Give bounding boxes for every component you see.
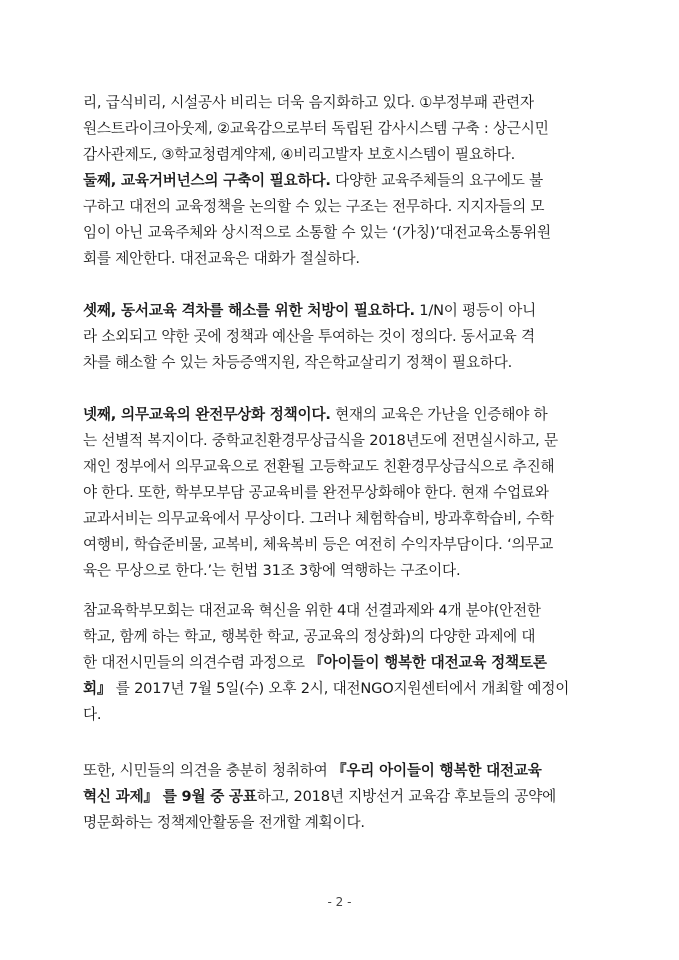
- text-line: 라 소외되고 약한 곳에 정책과 예산을 투여하는 것이 정의다. 동서교육 격: [83, 328, 535, 345]
- text-line: 차를 해소할 수 있는 차등증액지원, 작은학교살리기 정책이 필요하다.: [83, 354, 513, 371]
- heading-fourth-point: 넷째, 의무교육의 완전무상화 정책이다.: [83, 406, 331, 423]
- task-title-end: 혁신 과제』 를 9월 중 공표: [83, 788, 257, 805]
- text-line: [83, 298, 623, 324]
- text-line: 참교육학부모회는 대전교육 혁신을 위한 4대 선결과제와 4개 분야(안전한: [83, 602, 541, 619]
- text-line: 임이 아닌 교육주체와 상시적으로 소통할 수 있는 ‘(가칭)’대전교육소통위원: [83, 224, 551, 241]
- text-line: [83, 402, 623, 428]
- text-line: 다.: [83, 706, 102, 723]
- text-line: [83, 676, 623, 702]
- text-line: 명문화하는 정책제안활동을 전개할 계획이다.: [83, 814, 365, 831]
- text-line: 감사관제도, ③학교청렴계약제, ④비리고발자 보호시스템이 필요하다.: [83, 146, 516, 163]
- text-line: [83, 168, 623, 194]
- text-line: 는 선별적 복지이다. 중학교친환경무상급식을 2018년도에 전면실시하고, 문: [83, 432, 558, 449]
- paragraph-debate-announcement: [83, 598, 623, 728]
- event-title-end: 회』: [83, 680, 112, 697]
- text-line: 육은 무상으로 한다.’는 헌법 31조 3항에 역행하는 구조이다.: [83, 562, 461, 579]
- text-line: 야 한다. 또한, 학부모부담 공교육비를 완전무상화해야 한다. 현재 수업료와: [83, 484, 549, 501]
- text-segment: 현재의 교육은 가난을 인증해야 하: [330, 406, 548, 423]
- text-line: 학교, 함께 하는 학교, 행복한 학교, 공교육의 정상화)의 다양한 과제에 대: [83, 628, 536, 645]
- text-segment: 다양한 교육주체들의 요구에도 불: [330, 172, 544, 189]
- paragraph-first-second: [83, 90, 623, 272]
- text-line: [83, 784, 623, 810]
- event-title: 『아이들이 행복한 대전교육 정책토론: [309, 654, 547, 671]
- paragraph-third: [83, 298, 623, 376]
- text-line: 원스트라이크아웃제, ②교육감으로부터 독립된 감사시스템 구축 : 상근시민: [83, 120, 549, 137]
- text-line: 재인 정부에서 의무교육으로 전환될 고등학교도 친환경무상급식으로 추진해: [83, 458, 555, 475]
- text-segment: 또한, 시민들의 의견을 충분히 청취하여: [83, 762, 332, 779]
- task-title: 『우리 아이들이 행복한 대전교육: [332, 762, 542, 779]
- text-line: [83, 758, 623, 784]
- text-line: 교과서비는 의무교육에서 무상이다. 그러나 체험학습비, 방과후학습비, 수학: [83, 510, 554, 527]
- text-line: 구하고 대전의 교육정책을 논의할 수 있는 구조는 전무하다. 지지자들의 모: [83, 198, 545, 215]
- paragraph-closing: [83, 758, 623, 836]
- text-line: 회를 제안한다. 대전교육은 대화가 절실하다.: [83, 250, 360, 267]
- text-segment: 1/N이 평등이 아니: [414, 302, 537, 319]
- paragraph-fourth: [83, 402, 623, 584]
- text-line: [83, 650, 623, 676]
- text-segment: 한 대전시민들의 의견수렴 과정으로: [83, 654, 310, 671]
- heading-second-point: 둘째, 교육거버넌스의 구축이 필요하다.: [83, 172, 331, 189]
- text-segment: 하고, 2018년 지방선거 교육감 후보들의 공약에: [256, 788, 557, 805]
- heading-third-point: 셋째, 동서교육 격차를 해소를 위한 처방이 필요하다.: [83, 302, 415, 319]
- text-segment: 를 2017년 7월 5일(수) 오후 2시, 대전NGO지원센터에서 개최할 예정이: [111, 680, 570, 697]
- text-line: 리, 급식비리, 시설공사 비리는 더욱 음지화하고 있다. ①부정부패 관련자: [83, 94, 534, 111]
- text-line: 여행비, 학습준비물, 교복비, 체육복비 등은 여전히 수익자부담이다. ‘의무교: [83, 536, 554, 553]
- page-number: - 2 -: [327, 895, 352, 909]
